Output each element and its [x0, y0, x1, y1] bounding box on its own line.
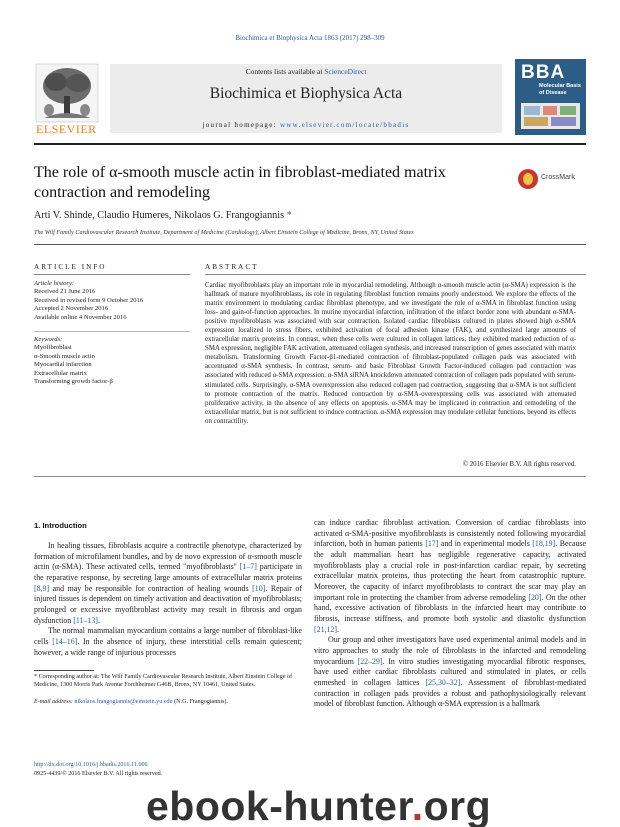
history-item: Available online 4 November 2016 [34, 313, 127, 321]
elsevier-wordmark: ELSEVIER [36, 122, 97, 136]
email-footnote [34, 699, 302, 707]
citation-link[interactable]: [22–29] [357, 656, 383, 666]
text-run: . Because the adult mammalian heart has negligible regenerative capacity, activated myofibroblasts play a crucial role in post-infarction cardiac repair, by secreting extracellular matrix proteins, thus protecting the heart from catastrophic rupture. Moreover, the capacity of infarct myofibroblasts to contract the scar may play an important role in protecting the chamber from adverse remodeling [314, 539, 587, 602]
article-info-heading: ARTICLE INFO [34, 263, 107, 271]
journal-banner [110, 64, 502, 133]
contents-line [110, 67, 502, 76]
text-run: In healing tissues, fibroblasts acquire a contractile phenotype, characterized by formation of microfilament bundles, and by de novo expression of α-smooth muscle actin (α-SMA). These activated cells, termed "myofibroblasts" [34, 541, 302, 572]
sciencedirect-link[interactable]: ScienceDirect [324, 67, 367, 76]
article-history [34, 280, 143, 322]
intro-left-column [34, 541, 302, 658]
text-run: can induce cardiac fibroblast activation. Conversion of cardiac fibroblasts into activated α-SMA-positive myofibroblasts is consistently noted following myocardial infarction, both in human patients [314, 518, 586, 549]
intro-paragraph [314, 518, 586, 635]
keyword-item: Myofibroblast [34, 344, 72, 352]
corresponding-author-footnote: * Corresponding author at: The Wilf Family Cardiovascular Research Institute, Albert Einstein College of Medicine, 1300 Morris Park Avenue Forchheimer G46B, Bronx, NY 10461, United States. [34, 674, 293, 688]
text-run: participate in the reparative response, by secreting large amounts of extracellular matrix proteins [34, 562, 302, 582]
header-rule [34, 143, 586, 145]
keyword-item: Transforming growth factor-β [34, 378, 113, 386]
issn-line: 0925-4439/© 2016 Elsevier B.V. All rights reserved. [34, 771, 163, 777]
author-affiliation: The Wilf Family Cardiovascular Research Institute, Department of Medicine (Cardiology), Albert Einstein College of Medicine, Bronx, NY, United States [34, 229, 414, 236]
citation-link[interactable]: [14–16] [52, 636, 78, 646]
text-run: . [337, 624, 339, 634]
history-item: Received 21 June 2016 [34, 288, 96, 296]
cover-figure-strip [521, 103, 580, 129]
cover-logo: BBA [521, 62, 566, 83]
cover-subtitle: Molecular Basis of Disease [539, 83, 581, 96]
crossmark-label: CrossMark [541, 174, 575, 181]
article-info-rule [34, 274, 190, 275]
intro-paragraph [314, 635, 586, 710]
history-item: Accepted 2 November 2016 [34, 305, 109, 313]
keywords-divider [34, 331, 190, 332]
history-item: Received in revised form 9 October 2016 [34, 296, 144, 304]
corresponding-author-link[interactable]: * [284, 210, 292, 221]
text-run: Our group and other investigators have used experimental animal models and in vitro approaches to study the role of fibroblasts in the infarcted and remodeling myocardium [314, 635, 586, 666]
text-run: and in experimental models [438, 539, 533, 549]
homepage-link[interactable]: www.elsevier.com/locate/bbadis [279, 121, 410, 129]
citation-link[interactable]: [8,9] [34, 583, 50, 593]
journal-title: Biochimica et Biophysica Acta [209, 85, 403, 102]
journal-header [34, 55, 586, 137]
abstract-rule [205, 274, 586, 275]
watermark-text: org [423, 783, 492, 827]
watermark [146, 783, 491, 827]
keyword-item: Myocardial infarction [34, 361, 92, 369]
journal-homepage-line [110, 121, 502, 129]
text-run: . Assessment of fibroblast-mediated contraction in collagen pads provides a robust and pathophysiologically relevant model of fibroblast function. Although α-SMA expression is a hallmark [314, 677, 587, 709]
keywords-label: Keywords: [34, 336, 63, 343]
crossmark-badge[interactable] [518, 168, 584, 190]
contents-prefix: Contents lists available at [245, 67, 325, 76]
doi-link[interactable]: http://dx.doi.org/10.1016/j.bbadis.2016.11.006 [34, 762, 148, 768]
journal-cover-image [515, 59, 586, 135]
article-title: The role of α-smooth muscle actin in fibroblast-mediated matrix contraction and remodeling [34, 164, 446, 201]
text-run: . In the absence of injury, these interstitial cells remain quiescent; however, a wide range of injurious processes [34, 636, 303, 657]
citation-link[interactable]: [18,19] [532, 539, 556, 549]
citation-link[interactable]: [1–7] [239, 562, 257, 572]
email-label: E-mail address: [34, 699, 75, 705]
keyword-item: Extracellular matrix [34, 369, 87, 377]
text-run: . [97, 615, 100, 625]
text-run: The normal mammalian myocardium contains a large number of fibroblast-like cells [34, 626, 302, 646]
history-label: Article history: [34, 280, 75, 287]
text-run: . On the other hand, excessive activation of fibroblasts in the infarcted heart may contribute to fibrosis, increase stiffness, and promote both systolic and diastolic dysfunction [314, 592, 586, 623]
email-link[interactable]: nikolaos.frangogiannis@einstein.yu.edu [74, 699, 173, 705]
text-run: . Repair of injured tissues is dependent on timely activation and deactivation of myofibroblasts; prolonged or excessive myofibroblast activity may result in fibrosis and organ dysfunction [34, 583, 302, 625]
author-list [34, 210, 292, 221]
citation-link[interactable]: [10] [252, 583, 266, 593]
citation-link[interactable]: [20] [528, 592, 542, 602]
citation-link[interactable]: [11–13] [73, 615, 98, 625]
abstract-heading: ABSTRACT [205, 263, 259, 271]
citation-link[interactable]: [17] [425, 539, 439, 549]
intro-paragraph [34, 541, 302, 626]
section-heading-introduction: 1. Introduction [34, 521, 87, 530]
watermark-dot: . [411, 783, 424, 827]
footnote-rule [34, 670, 94, 671]
authors-rule [34, 244, 586, 245]
text-run: . In vitro studies investigating myocardial fibrotic responses, have used either cardiac fibroblasts cultured and stimulated in plates, or cells enmeshed in collagen lattices [314, 656, 587, 687]
text-run: and may be responsible for contraction of healing wounds [49, 583, 253, 593]
citation-link[interactable]: [21,12] [314, 624, 338, 634]
citation-link[interactable]: [25,30–32] [425, 677, 461, 687]
intro-paragraph [34, 626, 302, 658]
intro-right-column [314, 518, 586, 710]
watermark-text: ebook-hunter [146, 783, 412, 827]
authors-names: Arti V. Shinde, Claudio Humeres, Nikolaos G. Frangogiannis [34, 210, 285, 221]
homepage-prefix: journal homepage: [202, 121, 280, 129]
keywords-block [34, 336, 113, 386]
copyright-notice: © 2016 Elsevier B.V. All rights reserved. [462, 461, 576, 468]
abstract-text: Cardiac myofibroblasts play an important role in myocardial remodeling. Although α-smooth muscle actin (α-SMA) expression is the hallmark of mature myofibroblasts, its role in regulating fibroblast function remains poorly understood. We explore the effects of the matrix environment in modulating cardiac fibroblast phenotype, and we investigate the role of α-SMA in fibroblast function using loss- and gain-of-function approaches. In murine myocardial infarction, infiltration of the infarct border zone with abundant α-SMA-positive myofibroblasts was associated with scar contraction. Isolated cardiac fibroblasts cultured in plates showed high α-SMA expression localized in stress fibers, exhibited activation of focal adhesion kinase (FAK), and synthesized large amounts of extracellular matrix proteins. In contrast, when these cells were cultured in collagen lattices, they exhibited marked reduction of α-SMA expression, negligible FAK activation, attenuated collagen synthesis, and increased transcription of genes associated with matrix metabolism. Transforming Growth Factor-β1-mediated contraction of fibroblast-populated collagen pads was associated with accentuated α-SMA synthesis. In contrast, serum- and basic Fibroblast Growth Factor-induced collagen pad contraction was associated with reduced α-SMA expression. α-SMA siRNA knockdown attenuated contraction of collagen pads populated with serum-stimulated cells. Surprisingly, α-SMA overexpression also reduced collagen pad contraction, suggesting that α-SMA is not sufficient to promote contraction of the matrix. Reduced contraction by α-SMA-overexpressing cells was associated with attenuated proliferative activity, in the absence of any effects on apoptosis. α-SMA may be implicated in contraction and remodeling of the extracellular matrix, but is not sufficient to induce contraction. α-SMA expression may modulate cellular functions, beyond its effects on contractility. [205, 282, 576, 425]
abstract-bottom-rule [34, 476, 586, 477]
email-suffix: (N.G. Frangogiannis). [172, 699, 228, 705]
crossmark-icon [518, 169, 538, 189]
keyword-item: α-Smooth muscle actin [34, 352, 95, 360]
journal-reference[interactable]: Biochimica et Biophysica Acta 1863 (2017) 298–309 [235, 34, 385, 42]
